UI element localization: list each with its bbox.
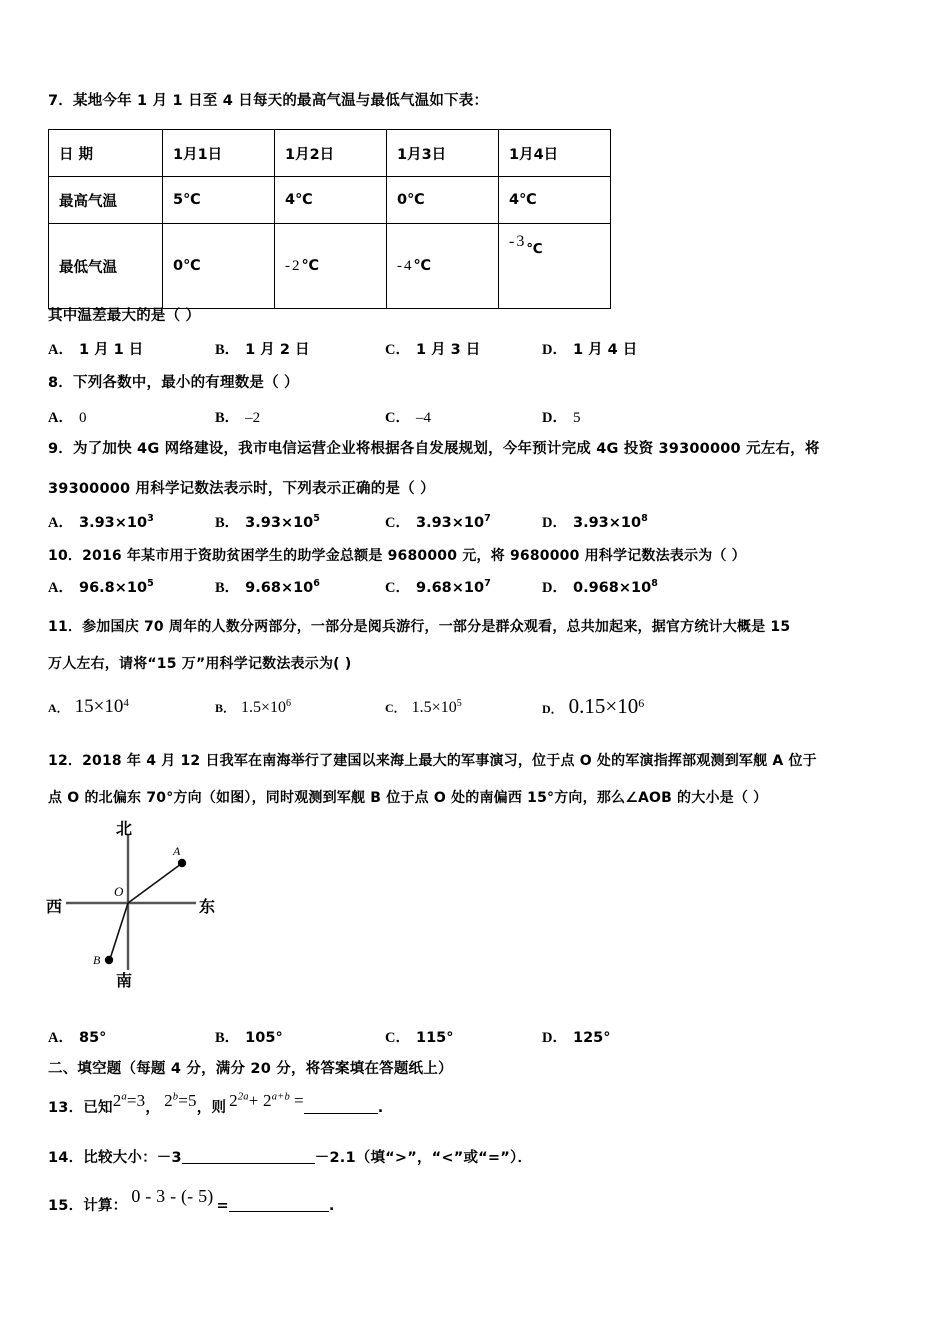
compass-label-east: 东 [199, 897, 216, 916]
question-11-options [48, 690, 918, 724]
expr1-exponent: a [121, 1091, 127, 1103]
question-8-option-c[interactable] [385, 406, 431, 427]
question-15-number: 15． [48, 1198, 84, 1214]
option-label: A． [48, 515, 73, 531]
option-label: D． [542, 342, 567, 358]
question-15-equals: = [216, 1198, 229, 1214]
low-temp-day3-unit: ℃ [413, 257, 432, 274]
option-label: A． [48, 580, 73, 596]
ray-to-a [128, 864, 181, 903]
low-temp-day2-unit: ℃ [301, 257, 320, 274]
option-value: 125° [572, 1030, 611, 1046]
option-label: D． [542, 702, 563, 716]
table-row-header [49, 130, 611, 177]
expr2-base: 2 [164, 1091, 173, 1110]
question-13-prefix: 已知 [83, 1100, 113, 1116]
option-exponent: 8 [641, 513, 648, 525]
compass-label-south: 南 [116, 971, 133, 990]
question-7-number: 7． [48, 93, 73, 109]
low-temp-day2-sign: - [285, 257, 290, 274]
question-13-expr-1 [113, 1091, 146, 1110]
option-value: 3.93×10 [572, 515, 642, 531]
question-13-answer-blank[interactable] [304, 1113, 378, 1114]
option-label: C． [385, 700, 406, 715]
question-10-stem [48, 547, 746, 566]
question-10-option-d[interactable] [542, 576, 658, 597]
question-7-ask: 其中温差最大的是（ ） [48, 308, 201, 324]
question-15 [48, 1186, 335, 1217]
question-9-option-d[interactable] [542, 511, 648, 532]
question-11-option-c[interactable] [385, 698, 462, 717]
option-value: 1 月 3 日 [415, 342, 481, 358]
question-9-stem-line1 [48, 440, 820, 460]
option-label: D． [542, 580, 567, 596]
option-value: 9.68×10 [245, 580, 314, 596]
question-13-mid: 则 [211, 1100, 227, 1116]
question-12-stem-line1 [48, 752, 817, 771]
expr1-base: 2 [112, 1091, 122, 1110]
question-8-option-a[interactable] [48, 406, 86, 427]
question-11-option-a[interactable] [48, 696, 129, 718]
option-label: D． [542, 515, 567, 531]
option-exponent: 7 [484, 513, 491, 525]
low-temp-day3-sign: - [397, 257, 402, 274]
question-9-options [48, 511, 918, 537]
option-exponent: 3 [147, 513, 154, 525]
question-13-number: 13． [48, 1100, 84, 1116]
expr3-exponent: 2a [237, 1091, 249, 1103]
high-temp-day3: 0℃ [387, 177, 499, 224]
question-12-options [48, 1026, 918, 1052]
question-13-expr-3 [229, 1091, 304, 1110]
option-label: C． [385, 580, 410, 596]
question-7-options [48, 338, 918, 364]
option-label: B． [215, 515, 240, 531]
question-7-option-a[interactable] [48, 338, 143, 359]
question-15-prefix: 计算： [83, 1198, 128, 1214]
option-label: B． [215, 1030, 240, 1046]
option-value: 3.93×10 [245, 515, 314, 531]
option-value: 0 [78, 410, 87, 426]
compass-label-north: 北 [116, 819, 133, 838]
compass-label-origin: O [114, 884, 124, 899]
option-value: 1.5×10 [411, 698, 457, 716]
compass-label-point-a: A [173, 844, 181, 858]
low-temp-day4 [499, 224, 611, 309]
section-2-heading: 二、填空题（每题 4 分，满分 20 分，将答案填在答题纸上） [48, 1061, 453, 1077]
option-value: 3.93×10 [415, 515, 485, 531]
high-temp-day4: 4℃ [499, 177, 611, 224]
option-value: –2 [245, 410, 261, 426]
question-11-number: 11． [48, 619, 83, 635]
ray-to-b [110, 903, 128, 959]
question-10-number: 10． [48, 548, 83, 564]
question-12-option-a[interactable] [48, 1026, 106, 1047]
option-exponent: 5 [456, 698, 462, 709]
table-row-low-temp [49, 224, 611, 309]
option-value: 1 月 2 日 [245, 342, 310, 358]
table-header-day2: 1月2日 [275, 130, 387, 177]
question-12-option-c[interactable] [385, 1026, 454, 1047]
question-7-option-b[interactable] [215, 338, 310, 359]
low-temp-day4-number: 3 [516, 233, 525, 250]
option-value: 105° [245, 1030, 283, 1046]
question-8-options [48, 406, 918, 432]
question-14-text-b: －2.1（填“>”，“<”或“=”）． [314, 1150, 533, 1166]
question-12-number: 12． [48, 753, 83, 769]
expr2-exponent: b [172, 1091, 179, 1103]
question-13-sep-2: ， [196, 1100, 212, 1116]
option-exponent: 6 [638, 696, 645, 711]
question-7-option-c[interactable] [385, 338, 480, 359]
option-exponent: 7 [484, 578, 491, 590]
question-11-stem-text-1: 参加国庆 70 周年的人数分两部分，一部分是阅兵游行，一部分是群众观看，总共加起来，据官方统计大概是 15 [82, 619, 791, 635]
question-13-expr-2 [164, 1091, 197, 1110]
question-10-option-a[interactable] [48, 576, 154, 597]
compass-label-point-b: B [93, 953, 101, 967]
question-10-option-c[interactable] [385, 576, 491, 597]
question-14-number: 14． [48, 1150, 84, 1166]
question-14-answer-blank[interactable] [182, 1163, 315, 1164]
question-11-stem-line2: 万人左右，请将“15 万”用科学记数法表示为( ) [48, 656, 352, 672]
question-8-option-b[interactable] [215, 406, 260, 427]
question-12-option-d[interactable] [542, 1026, 611, 1047]
question-10-stem-text: 2016 年某市用于资助贫困学生的助学金总额是 9680000 元，将 9680000 用科学记数法表示为（ ） [82, 548, 746, 564]
table-header-day4: 1月4日 [499, 130, 611, 177]
question-14 [48, 1149, 532, 1169]
low-temp-day2-number: 2 [292, 257, 300, 274]
expr3-exponent-2: a+b [271, 1091, 290, 1103]
question-11-option-b[interactable] [215, 698, 291, 717]
high-temp-day1: 5℃ [163, 177, 275, 224]
option-exponent: 5 [313, 513, 320, 525]
question-14-text-a: 比较大小：－3 [83, 1150, 182, 1166]
option-label: A． [48, 410, 73, 426]
question-8-option-d[interactable] [542, 406, 580, 427]
table-header-date: 日 期 [49, 130, 163, 177]
question-11-stem-line1 [48, 618, 790, 637]
option-label: C． [385, 342, 410, 358]
point-b-dot [105, 956, 113, 964]
question-7-stem-text: 某地今年 1 月 1 日至 4 日每天的最高气温与最低气温如下表： [73, 93, 489, 109]
option-value: 85° [78, 1030, 107, 1046]
option-value: 3.93×10 [78, 515, 148, 531]
row-label-low: 最低气温 [49, 224, 163, 309]
low-temp-day3 [387, 224, 499, 309]
compass-label-west: 西 [46, 897, 63, 916]
table-header-day1: 1月1日 [163, 130, 275, 177]
low-temp-day2 [275, 224, 387, 309]
option-value: 0.968×10 [572, 580, 652, 596]
option-value: 0.15×10 [568, 694, 639, 718]
table-row-high-temp [49, 177, 611, 224]
expr1-rest: =3 [126, 1091, 146, 1110]
question-9-option-b[interactable] [215, 511, 320, 532]
option-label: C． [385, 515, 410, 531]
row-label-high: 最高气温 [49, 177, 163, 224]
option-label: B． [215, 580, 240, 596]
question-9-number: 9． [48, 441, 73, 457]
table-header-day3: 1月3日 [387, 130, 499, 177]
question-13 [48, 1091, 384, 1119]
point-a-dot [178, 859, 186, 867]
temperature-table [48, 129, 611, 309]
question-13-sep-1: ， [145, 1100, 161, 1116]
option-value: 115° [415, 1030, 454, 1046]
question-10-options [48, 576, 918, 602]
low-temp-day4-sign: - [509, 233, 515, 250]
option-value: 1 月 1 日 [78, 342, 144, 358]
option-value: 96.8×10 [78, 580, 148, 596]
option-label: D． [542, 1030, 567, 1046]
question-12-stem-text-1: 2018 年 4 月 12 日我军在南海举行了建国以来海上最大的军事演习，位于点 O 处的军演指挥部观测到军舰 A 位于 [82, 753, 817, 769]
option-exponent: 8 [651, 578, 658, 590]
option-exponent: 4 [123, 697, 129, 710]
question-9-stem-line2: 39300000 用科学记数法表示时，下列表示正确的是（ ） [48, 481, 435, 497]
option-label: A． [48, 342, 73, 358]
low-temp-day4-unit: ℃ [526, 241, 543, 257]
question-11-option-d[interactable] [542, 694, 644, 719]
question-8-number: 8． [48, 375, 73, 391]
expr3-plus: + 2 [248, 1091, 272, 1110]
option-value: 1.5×10 [241, 698, 287, 716]
expr2-rest: =5 [178, 1091, 197, 1110]
expr3-equals: = [293, 1091, 304, 1110]
expr3-base: 2 [229, 1091, 238, 1110]
question-15-suffix: . [328, 1198, 335, 1214]
option-label: D． [542, 410, 567, 426]
option-label: C． [385, 410, 410, 426]
option-value: 1 月 4 日 [572, 342, 638, 358]
option-value: –4 [415, 410, 431, 426]
option-value: 15×10 [74, 696, 124, 717]
question-12-stem-line2: 点 O 的北偏东 70°方向（如图），同时观测到军舰 B 位于点 O 处的南偏西 15°方向，那么∠AOB 的大小是（ ） [48, 790, 768, 806]
option-label: C． [385, 1030, 410, 1046]
question-15-answer-blank[interactable] [229, 1211, 329, 1212]
question-9-stem-text-1: 为了加快 4G 网络建设，我市电信运营企业将根据各自发展规划，今年预计完成 4G 投资 39300000 元左右，将 [73, 441, 820, 457]
question-10-option-b[interactable] [215, 576, 320, 597]
option-label: A． [48, 1030, 73, 1046]
question-7-stem [48, 92, 488, 112]
option-label: B． [215, 700, 236, 715]
question-8-stem-text: 下列各数中，最小的有理数是（ ） [73, 375, 299, 391]
low-temp-day3-number: 4 [404, 257, 412, 274]
question-13-suffix: . [377, 1100, 384, 1116]
compass-diagram [46, 819, 228, 992]
option-label: A． [48, 701, 69, 715]
option-exponent: 5 [147, 578, 154, 590]
question-15-expression: 0 - 3 - (- 5) [131, 1186, 214, 1206]
option-label: B． [215, 410, 240, 426]
high-temp-day2: 4℃ [275, 177, 387, 224]
option-value: 9.68×10 [415, 580, 485, 596]
question-9-option-c[interactable] [385, 511, 491, 532]
question-12-option-b[interactable] [215, 1026, 283, 1047]
question-8-stem [48, 374, 299, 394]
question-9-option-a[interactable] [48, 511, 154, 532]
option-exponent: 6 [313, 578, 320, 590]
option-value: 5 [572, 410, 581, 426]
question-7-option-d[interactable] [542, 338, 637, 359]
option-label: B． [215, 342, 240, 358]
option-exponent: 6 [286, 698, 292, 709]
low-temp-day1: 0℃ [163, 224, 275, 309]
